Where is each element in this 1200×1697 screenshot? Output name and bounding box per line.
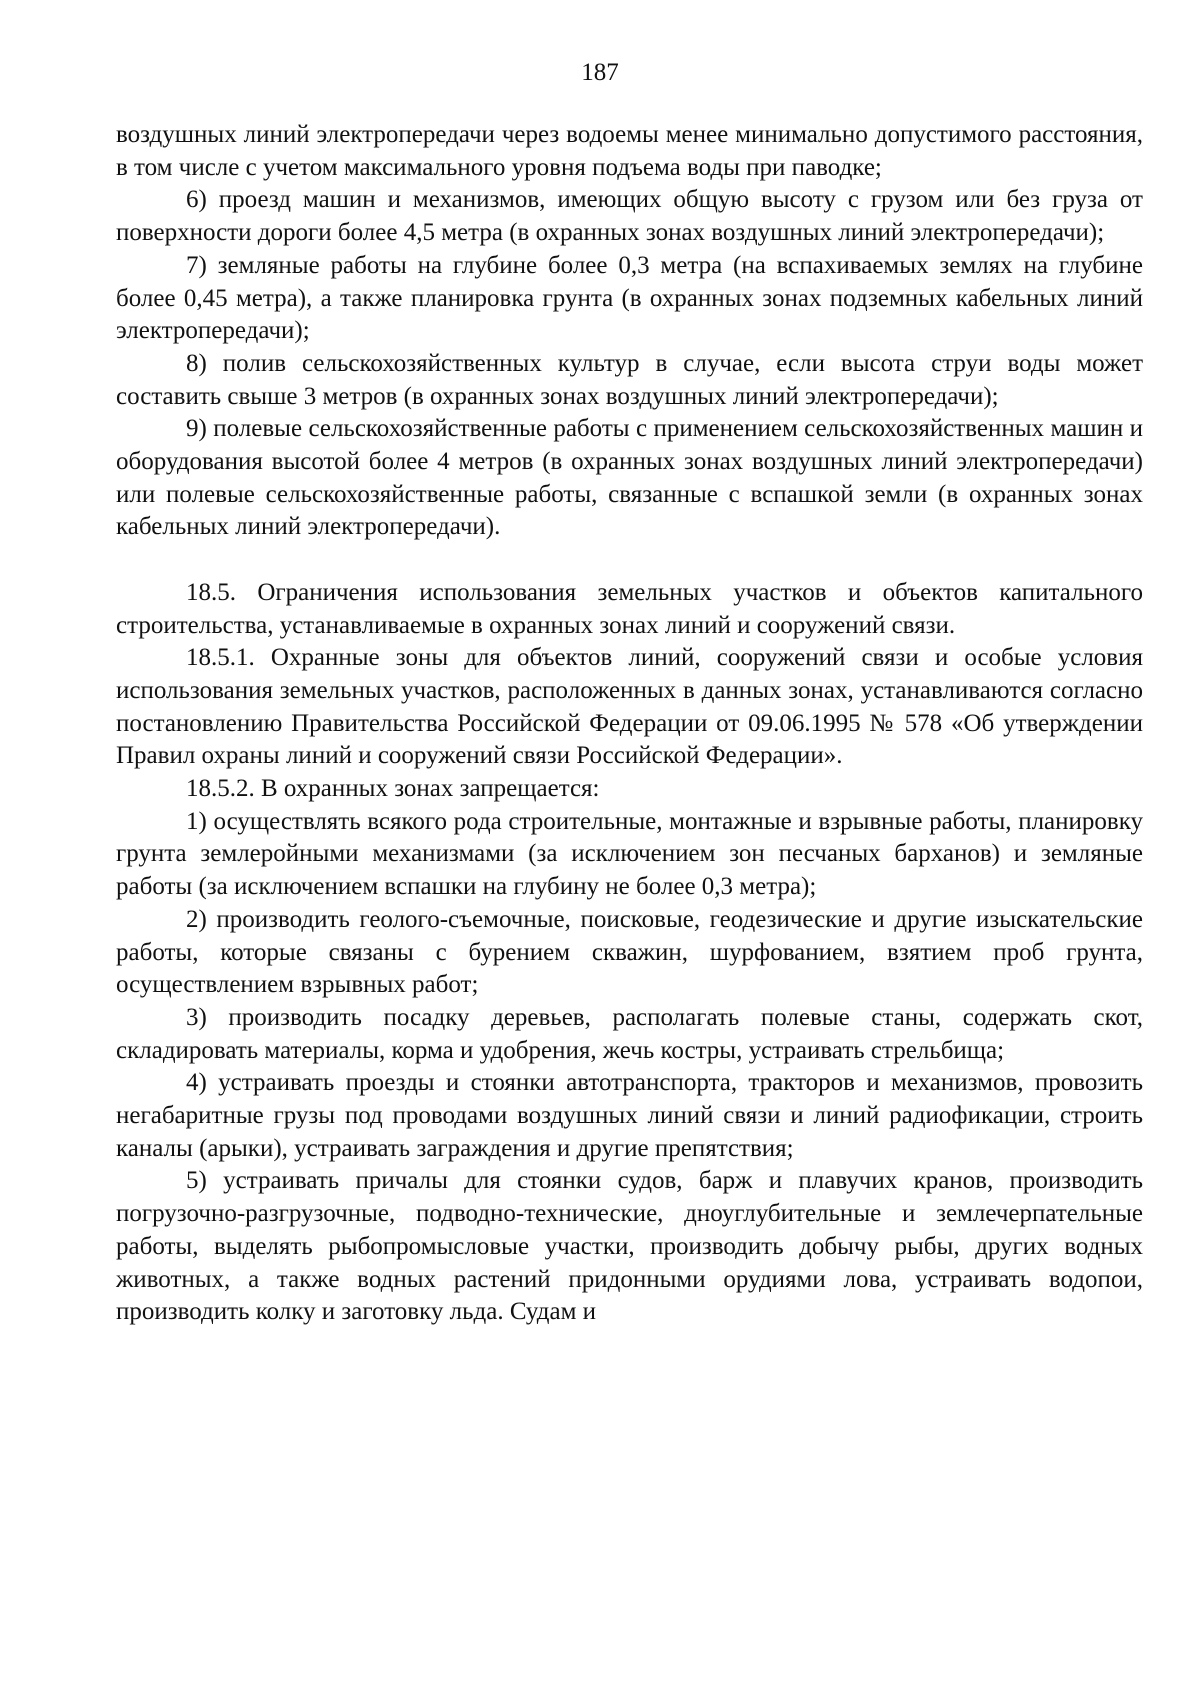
- prohibition-item-5: 5) устраивать причалы для стоянки судов, барж и плавучих кранов, производить погрузочно-разгрузочные, подводно-технические, дноуглубительные и землечерпательные работы, выделять рыбопромысловые участки, производить добычу рыбы, других водных животных, а также водных растений придонными орудиями лова, устраивать водопои, производить колку и заготовку льда. Судам и: [116, 1167, 1143, 1326]
- document-body: [116, 119, 1143, 1329]
- prohibition-item-4: 4) устраивать проезды и стоянки автотранспорта, тракторов и механизмов, провозить негабаритные грузы под проводами воздушных линий связи и линий радиофикации, строить каналы (арыки), устраивать заграждения и другие препятствия;: [116, 1069, 1143, 1162]
- list-item-8: 8) полив сельскохозяйственных культур в случае, если высота струи воды может составить свыше 3 метров (в охранных зонах воздушных линий электропередачи);: [116, 349, 1143, 410]
- list-item-7: 7) земляные работы на глубине более 0,3 метра (на вспахиваемых землях на глубине более 0,45 метра), а также планировка грунта (в охранных зонах подземных кабельных линий электропередачи);: [116, 251, 1143, 345]
- paragraph-continuation: воздушных линий электропередачи через водоемы менее минимально допустимого расстояния, в том числе с учетом максимального уровня подъема воды при паводке;: [116, 121, 1143, 181]
- section-18-5-1: 18.5.1. Охранные зоны для объектов линий, сооружений связи и особые условия использования земельных участков, расположенных в данных зонах, устанавливаются согласно постановлению Правительства Российской Федерации от 09.06.1995 № 578 «Об утверждении Правил охраны линий и сооружений связи Российской Федерации».: [116, 644, 1143, 770]
- prohibition-item-3: 3) производить посадку деревьев, располагать полевые станы, содержать скот, складировать материалы, корма и удобрения, жечь костры, устраивать стрельбища;: [116, 1003, 1143, 1064]
- list-item-6: 6) проезд машин и механизмов, имеющих общую высоту с грузом или без груза от поверхности дороги более 4,5 метра (в охранных зонах воздушных линий электропередачи);: [116, 186, 1143, 247]
- list-item-9: 9) полевые сельскохозяйственные работы с применением сельскохозяйственных машин и оборудования высотой более 4 метров (в охранных зонах воздушных линий электропередачи) или полевые сельскохозяйственные работы, связанные с вспашкой земли (в охранных зонах кабельных линий электропередачи).: [116, 415, 1143, 541]
- page-number: 187: [581, 59, 619, 86]
- section-18-5-2: 18.5.2. В охранных зонах запрещается:: [186, 775, 600, 803]
- prohibition-item-1: 1) осуществлять всякого рода строительные, монтажные и взрывные работы, планировку грунта землеройными механизмами (за исключением зон песчаных барханов) и земляные работы (за исключением вспашки на глубину не более 0,3 метра);: [116, 807, 1143, 901]
- section-heading-18-5: 18.5. Ограничения использования земельных участков и объектов капитального строительства, устанавливаемые в охранных зонах линий и сооружений связи.: [116, 578, 1143, 639]
- prohibition-item-2: 2) производить геолого-съемочные, поисковые, геодезические и другие изыскательские работы, которые связаны с бурением скважин, шурфованием, взятием проб грунта, осуществлением взрывных работ;: [116, 905, 1143, 999]
